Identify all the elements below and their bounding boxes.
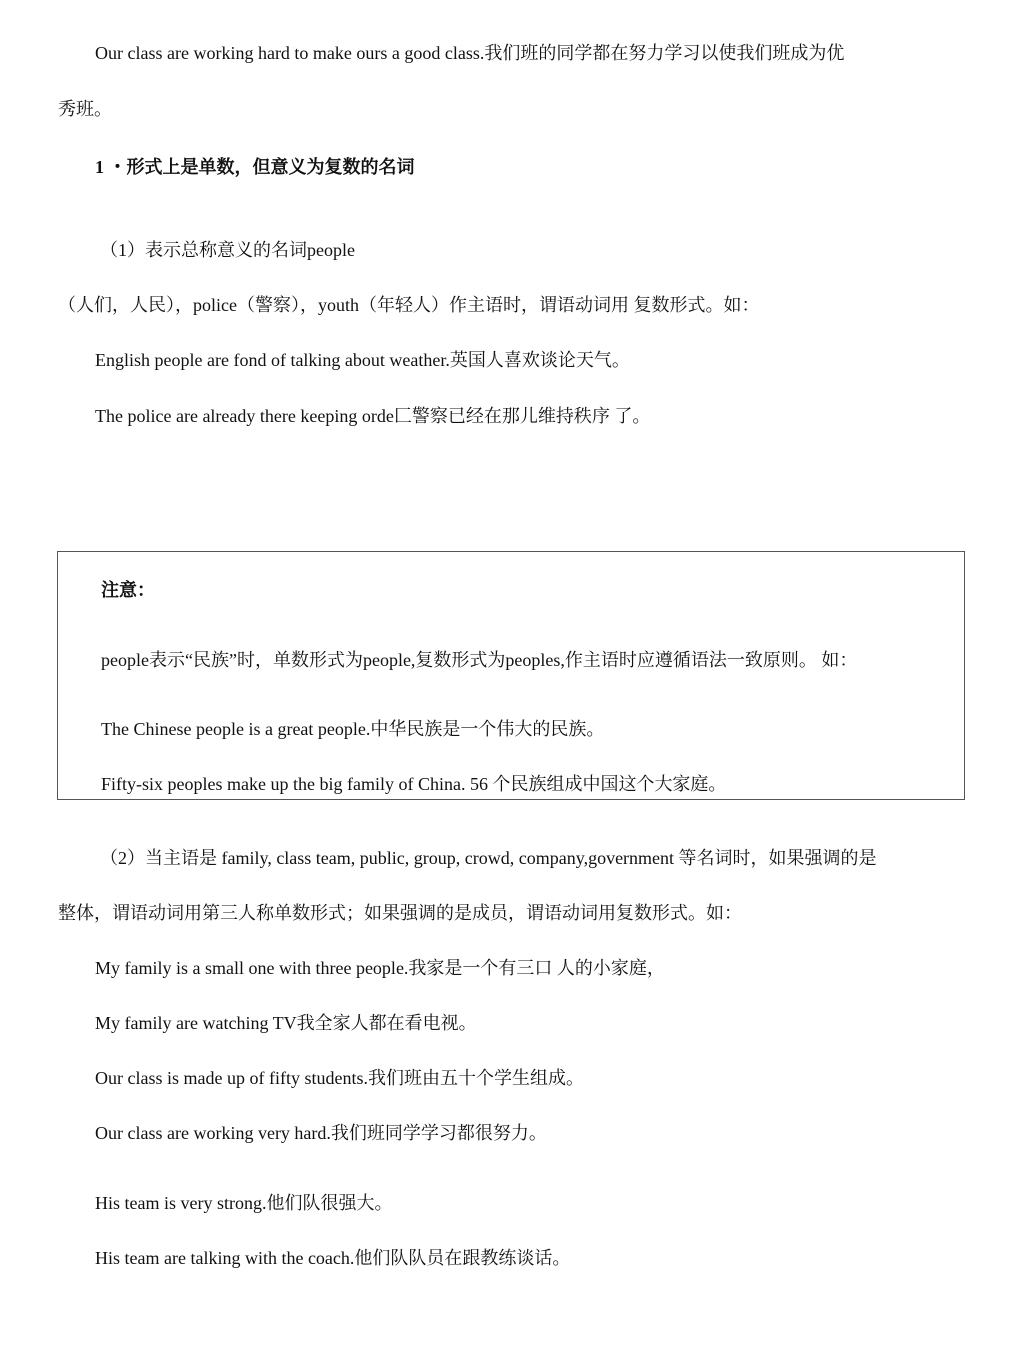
subsection-heading: （2）当主语是 family, class team, public, group, crowd, company,government 等名词时，如果强调的是 xyxy=(100,848,877,868)
subsection-heading: （1）表示总称意义的名词people xyxy=(100,240,355,260)
example-sentence: Our class is made up of fifty students.我们班由五十个学生组成。 xyxy=(95,1068,584,1088)
note-title: 注意： xyxy=(101,580,155,600)
note-text: people表示“民族”时，单数形式为people,复数形式为peoples,作主语时应遵循语法一致原则。 如： xyxy=(101,650,858,670)
example-sentence: His team is very strong.他们队很强大。 xyxy=(95,1193,393,1213)
paragraph-line: 整体，谓语动词用第三人称单数形式；如果强调的是成员，谓语动词用复数形式。如： xyxy=(58,903,742,923)
paragraph-line: 秀班。 xyxy=(58,99,112,119)
note-box xyxy=(57,551,965,800)
example-sentence: English people are fond of talking about weather.英国人喜欢谈论天气。 xyxy=(95,350,630,370)
section-heading: 1 ・形式上是单数，但意义为复数的名词 xyxy=(95,157,415,177)
paragraph-line: （人们，人民），police（警察），youth（年轻人）作主语时，谓语动词用 复数形式。如： xyxy=(58,295,760,315)
example-sentence: The police are already there keeping orde匚警察已经在那儿维持秩序 了。 xyxy=(95,406,651,426)
example-sentence: My family are watching TV我全家人都在看电视。 xyxy=(95,1013,477,1033)
paragraph-line: Our class are working hard to make ours a good class.我们班的同学都在努力学习以使我们班成为优 xyxy=(95,43,845,63)
note-example: Fifty-six peoples make up the big family of China. 56 个民族组成中国这个大家庭。 xyxy=(101,774,727,794)
example-sentence: His team are talking with the coach.他们队队员在跟教练谈话。 xyxy=(95,1248,571,1268)
note-example: The Chinese people is a great people.中华民族是一个伟大的民族。 xyxy=(101,719,605,739)
example-sentence: My family is a small one with three people.我家是一个有三口 人的小家庭， xyxy=(95,958,665,978)
example-sentence: Our class are working very hard.我们班同学学习都很努力。 xyxy=(95,1123,547,1143)
